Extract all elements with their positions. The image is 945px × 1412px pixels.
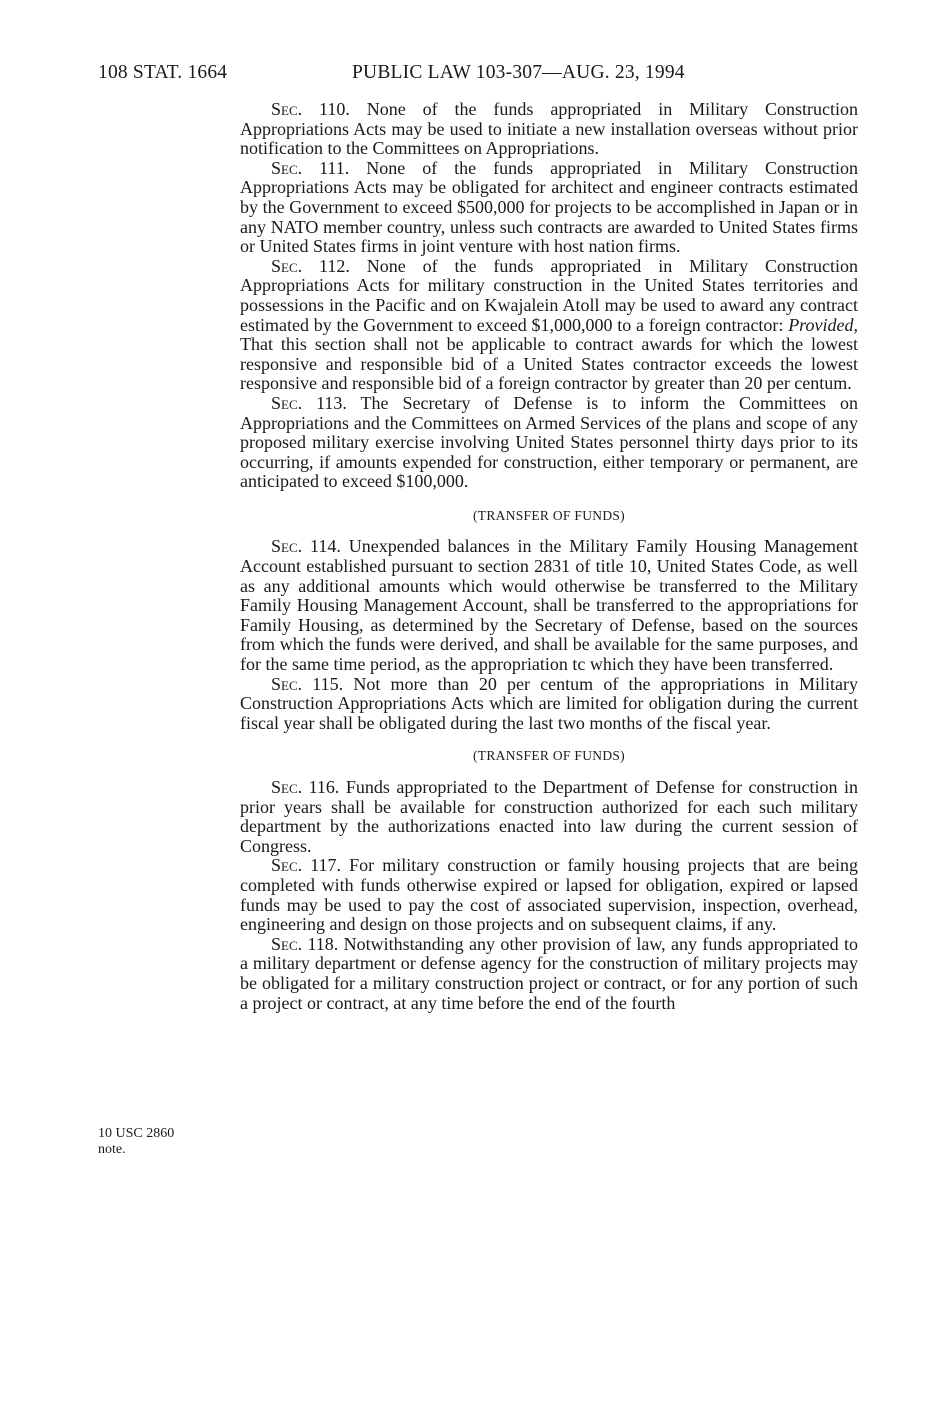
section-text: Unexpended balances in the Military Family Housing Management Account established pursuant to section 2831 of title 10, United States Code, as well as any additional amounts which would otherwise be transferred to the Military Family Housing Management Account, shall be transferred to the appropriations for Family Housing, as determined by the Secretary of Defense, based on the sources from which the funds were derived, and shall be available for the same purposes, and for the same time period, as the appropriation tc which they have been transferred. <box>240 536 858 675</box>
margin-note-label: note. <box>98 1142 126 1157</box>
section-110 <box>240 100 858 159</box>
section-117 <box>240 856 858 934</box>
section-text: Notwithstanding any other provision of law, any funds appropriated to a military department or defense agency for the construction of military projects may be obligated for a military construction project or contract, or for any portion of such a project or contract, at any time before the end of the fourth <box>240 933 858 1013</box>
page-header <box>98 62 878 90</box>
section-label: Sec. 117. <box>271 855 342 876</box>
section-text: Not more than 20 per centum of the appropriations in Military Construction Appropriations Acts which are limited for obligation during the current fiscal year shall be obligated during the last two months of the fiscal year. <box>240 673 858 733</box>
section-label: Sec. 112. <box>271 255 350 276</box>
section-label: Sec. 111. <box>271 157 350 178</box>
transfer-of-funds-heading: (TRANSFER OF FUNDS) <box>473 748 625 764</box>
section-label: Sec. 118. <box>271 933 339 954</box>
section-text: The Secretary of Defense is to inform the Committees on Appropriations and the Committees on Armed Services of the plans and scope of any proposed military exercise involving United States personnel thirty days prior to its occurring, if amounts expended for construction, either temporary or permanent, are anticipated to exceed $100,000. <box>240 392 858 492</box>
section-114 <box>240 537 858 674</box>
transfer-of-funds-heading: (TRANSFER OF FUNDS) <box>473 507 625 523</box>
document-body <box>240 100 858 1013</box>
section-text: None of the funds appropriated in Military Construction Appropriations Acts for military construction in the United States territories and possessions in the Pacific and on Kwajalein Atoll may be used to award any contract estimated by the Government to exceed $1,000,000 to a foreign contractor: <box>240 255 858 335</box>
section-label: Sec. 113. <box>271 392 347 413</box>
statute-citation: 108 STAT. 1664 <box>98 62 228 83</box>
section-text: Funds appropriated to the Department of Defense for construction in prior years shall be available for construction authorized for each such military department by the authorizations enacted into law during the current session of Congress. <box>240 777 858 856</box>
section-112 <box>240 257 858 394</box>
section-111 <box>240 159 858 257</box>
section-text: None of the funds appropriated in Military Construction Appropriations Acts may be used to initiate a new installation overseas without prior notification to the Committees on Appropriations. <box>240 99 858 159</box>
margin-note-citation: 10 USC 2860 <box>98 1126 175 1141</box>
section-115 <box>240 675 858 734</box>
section-label: Sec. 115. <box>271 673 344 694</box>
section-116 <box>240 778 858 856</box>
section-text: None of the funds appropriated in Military Construction Appropriations Acts may be obligated for architect and engineer contracts estimated by the Government to exceed $500,000 for projects to be accomplished in Japan or in any NATO member country, unless such contracts are awarded to United States firms or United States firms in joint venture with host nation firms. <box>240 157 858 257</box>
section-113 <box>240 394 858 492</box>
public-law-title: PUBLIC LAW 103-307—AUG. 23, 1994 <box>352 62 685 83</box>
section-text: For military construction or family housing projects that are being completed with funds otherwise expired or lapsed for obligation, expired or lapsed funds may be used to pay the cost of associated supervision, inspection, overhead, engineering and design on those projects and on subsequent claims, if any. <box>240 855 858 935</box>
margin-note <box>98 1126 218 1158</box>
section-label: Sec. 110. <box>271 99 350 119</box>
section-text-continued: That this section shall not be applicable to contract awards for which the lowest responsive and responsible bid of a United States contractor exceeds the lowest responsive and responsible bid of a foreign contractor by greater than 20 per centum. <box>240 334 858 394</box>
proviso-term: Provided, <box>788 314 858 335</box>
section-118 <box>240 935 858 1013</box>
section-label: Sec. 116. <box>271 777 340 797</box>
section-label: Sec. 114. <box>271 536 341 557</box>
